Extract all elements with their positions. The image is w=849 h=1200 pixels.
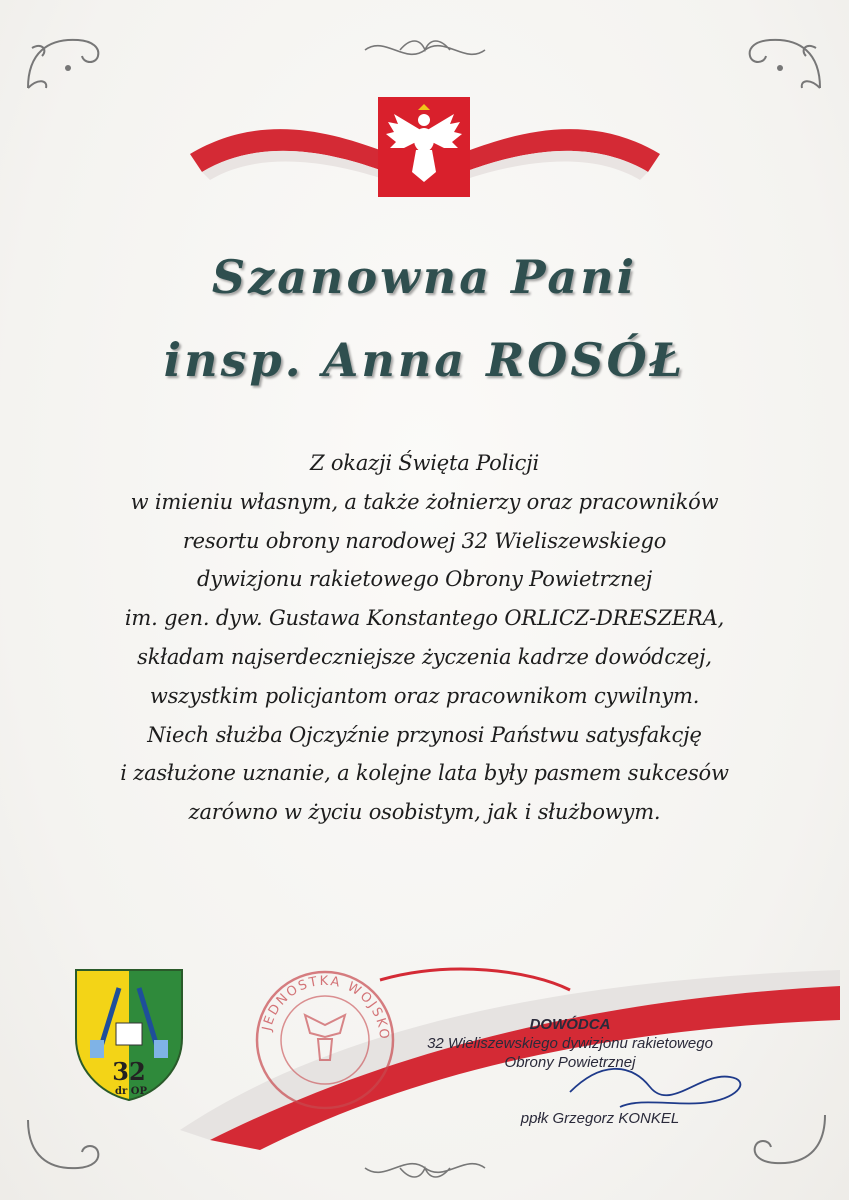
stamp-text: JEDNOSTKA WOJSKO <box>259 974 392 1042</box>
badge-number: 32 <box>112 1057 146 1086</box>
coat-of-arms-ribbon <box>180 92 670 202</box>
official-stamp <box>250 965 400 1115</box>
salutation-line-1: Szanowna Pani <box>211 250 638 304</box>
greeting-body <box>60 444 789 832</box>
corner-flourish-top-left <box>18 28 108 98</box>
signatory-title: DOWÓDCA <box>529 1016 611 1033</box>
body-line: resortu obrony narodowej 32 Wieliszewskiego <box>182 528 667 553</box>
body-line: Niech służba Ojczyźnie przynosi Państwu satysfakcję <box>147 722 702 747</box>
signatory-name: ppłk Grzegorz KONKEL <box>520 1110 680 1127</box>
body-line: zarówno w życiu osobistym, jak i służbowym. <box>188 800 661 825</box>
badge-abbr: dr OP <box>115 1086 147 1097</box>
corner-flourish-top-right <box>740 28 830 98</box>
stamp-eagle-icon <box>305 1015 345 1060</box>
bottom-center-flourish <box>360 1148 490 1188</box>
recipient-name: insp. Anna ROSÓŁ <box>163 333 686 387</box>
signatory-unit-line-1: 32 Wieliszewskiego dywizjonu rakietowego <box>427 1035 713 1052</box>
body-line: w imieniu własnym, a także żołnierzy oraz pracowników <box>130 489 719 514</box>
body-line: składam najserdeczniejsze życzenia kadrze dowódczej, <box>137 644 712 669</box>
body-line: wszystkim policjantom oraz pracownikom cywilnym. <box>149 683 700 708</box>
svg-text:JEDNOSTKA WOJSKOWA <box>250 965 391 1041</box>
body-line: Z okazji Święta Policji <box>309 451 539 475</box>
top-center-flourish <box>360 30 490 70</box>
unit-badge <box>74 968 184 1102</box>
body-line: im. gen. dyw. Gustawa Konstantego ORLICZ-DRESZERA, <box>124 606 725 631</box>
corner-flourish-bottom-left <box>18 1110 108 1180</box>
body-line: dywizjonu rakietowego Obrony Powietrznej <box>196 567 653 592</box>
body-line: i zasłużone uznanie, a kolejne lata były pasmem sukcesów <box>120 761 729 786</box>
signatory-unit-line-2: Obrony Powietrznej <box>504 1054 636 1071</box>
